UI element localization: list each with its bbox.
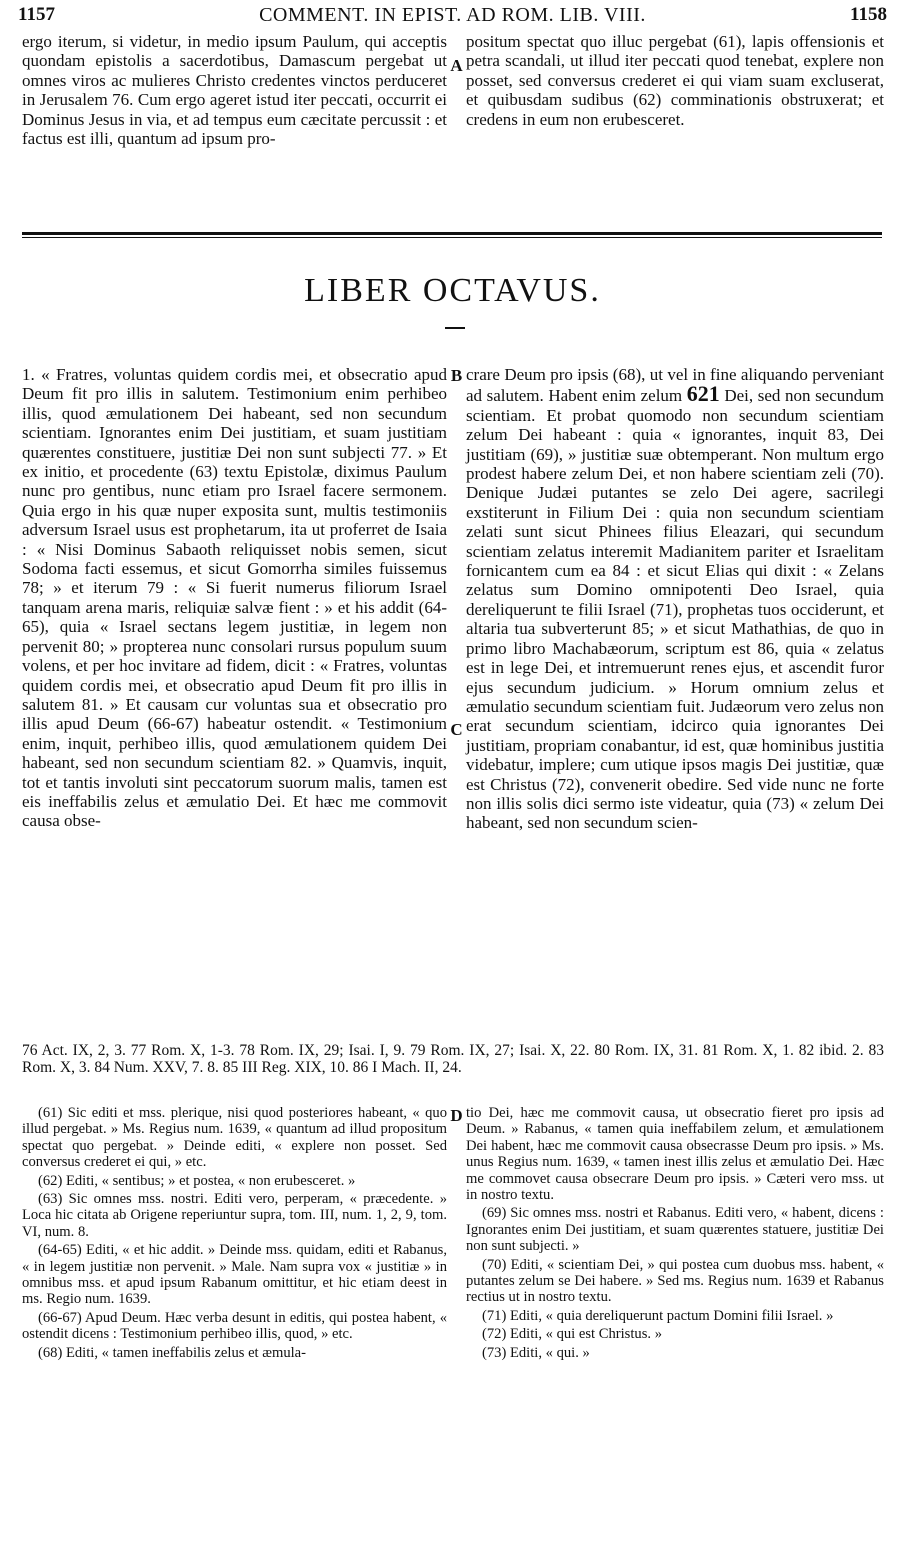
page-number-left: 1157 — [18, 4, 55, 25]
margin-letter-d: D — [450, 1106, 463, 1125]
page-number-right: 1158 — [850, 4, 887, 25]
footnote: (66-67) Apud Deum. Hæc verba desunt in editis, qui postea habent, « ostendit dicens : Testimonium perhibeo illis, quod, » etc. — [22, 1309, 447, 1343]
column-number: 621 — [686, 381, 720, 407]
main-right-text-after: Dei, sed non secundum scientiam. Et probat quomodo non secundum scientiam zelum Dei habeant : quia « ignorantes, inquit 83, Dei justitiam (69), » justitiæ suæ obtemperant. Non multum ergo prodest habere zelum Dei, et non habere scientiam zeli (70). Denique Judæi putantes se zelo Dei agere, sacrilegi exstiterunt in Filium Dei : quia non secundum scientiam zelati sunt sicut Phinees filius Eleazari, qui secundum scientiam zelatus interemit Madianitem pariter et Israelitam fornicantem cum ea 84 : et sicut Elias qui dixit : « Zelans zelatus sum Domino omnipotenti Deo Israel, quia dereliquerunt te filii Israel (71), prophetas tuos occiderunt, et altaria tua subverterunt 85; » et sicut Mathathias, de quo in primo libro Machabæorum, scriptum est 86, quia « zelatus est in lege Dei, et intremuerunt renes ejus, et ascendit furor ejus secundum judicium. » Horum omnium zelus et æmulatio secundum scientiam fuit. Judæorum vero zelus non erat secundum scientiam, idcirco quia ignorantes Dei justitiam, propriam conabantur, id est, quæ hominibus justitia videbatur, implere; cum utique ipsos magis Dei justitiæ, quæ est Christus (72), convenerit obedire. Sed vide nunc ne forte non illis solis dici sermo iste videatur, quia (73) « zelum Dei habeant, sed non secundum scien- — [466, 386, 885, 833]
title-dash — [445, 327, 465, 329]
footnote: (62) Editi, « sentibus; » et postea, « non erubesceret. » — [38, 1172, 356, 1189]
footnote: (64-65) Editi, « et hic addit. » Deinde mss. quidam, editi et Rabanus, « in legem justitiæ non pervenit. » Male. Nam supra vox « justitiæ » in omnibus mss. et apud ipsum Rabanum omittitur, et hic etiam deest in ms. Regio num. 1639. — [22, 1242, 447, 1308]
main-left-column: 1. « Fratres, voluntas quidem cordis mei, et obsecratio apud Deum fit pro illis in salutem. Testimonium enim perhibeo illis, quod æmulationem Dei habeant, sed non secundum scientiam. Ignorantes enim Dei justitiam, et suam justitiam quærentes constituere, justitiæ Dei non sunt subjecti 77. » Et ex initio, et procedente (63) textu Epistolæ, diximus Paulum nunc pro gentibus, nunc etiam pro Israel facere sermonem. Quia ergo in his quæ nuper exposita sunt, multis testimoniis adversum Israel usus est prophetarum, ita ut proferret de Isaia : « Nisi Dominus Sabaoth reliquisset nobis semen, sicut Sodoma facti essemus, et sicut Gomorrha similes fuissemus 78; » et iterum 79 : « Si fuerit numerus filiorum Israel tanquam arena maris, reliquiæ salvæ fient : » et his addit (64-65), quia « Israel sectans legem justitiæ, in legem non pervenit 80; » propterea nunc consolari rursus populum suum volens, et per hoc invitare ad fidem, dicit : « Fratres, voluntas quidem cordis mei, et obsecratio apud Deum fit pro illis in salutem 81. » Et causam cur voluntas sua et obsecratio pro illis apud Deum (66-67) habeatur ostendit. « Testimonium enim, inquit, perhibeo illis, quod æmulationem quidem Dei habeant, sed non secundum scientiam 82. » Quamvis, inquit, tot et tantis involuti sint peccatorum suorum malis, tamen est eis ineffabilis zelus et æmulatio Dei. Et hæc me commovit causa obse- — [22, 365, 447, 831]
footnote: (70) Editi, « scientiam Dei, » qui postea cum duobus mss. habent, « putantes zelum se Dei habere. » Sed ms. Regius num. 1639 et Rabanus rectius ut in nostro textu. — [466, 1256, 884, 1306]
footnote: (63) Sic omnes mss. nostri. Editi vero, perperam, « præcedente. » Loca hic citata ab Origene reperiuntur supra, tom. III, num. 1, 2, 9, tom. VI, num. 8. — [22, 1191, 447, 1240]
top-right-column: positum spectat quo illuc pergebat (61), lapis offensionis et petra scandali, ut illud iter peccati quod tenebat, explere non posset, sed conversus crederet ei qui viam suam excluserat, et quibusdam sudibus (62) comminationis obstruxerat; et credens in eum non erubesceret. — [466, 32, 884, 129]
main-right-column — [466, 365, 884, 833]
footnote: (73) Editi, « qui. » — [482, 1344, 590, 1361]
footnote: (61) Sic editi et mss. plerique, nisi quod posteriores habeant, « quo illud pergebat. » Ms. Regius num. 1639, « quantum ad illud propositum spectat quo pergebat. » Deinde editi, « explere non posset. Sed conversus crederet ei qui, » etc. — [22, 1105, 447, 1171]
main-right-text-before: crare Deum pro ipsis (68), ut vel in fine aliquando perveniant ad salutem. Habent enim zelum — [466, 365, 884, 406]
footnote: tio Dei, hæc me commovit causa, ut obsecratio fieret pro ipsis ad Deum. » Rabanus, « tamen quia ineffabilem zelum, et æmulationem Dei habent, hæc me commovit causa obsecrasse Deum pro ipsis. » Ms. unus Regius num. 1639, « tamen inest illis zelus et æmulatio Dei. Hæc me commovet causa obsecrare Deum pro ipsis. » Cæteri vero mss. ut in nostro textu. — [466, 1105, 884, 1204]
scripture-references: 76 Act. IX, 2, 3. 77 Rom. X, 1-3. 78 Rom. IX, 29; Isai. I, 9. 79 Rom. IX, 27; Isai. X, 22. 80 Rom. IX, 31. 81 Rom. X, 1. 82 ibid. 2. 83 Rom. X, 3. 84 Num. XXV, 7. 8. 85 III Reg. XIX, 10. 86 I Mach. II, 24. — [22, 1042, 884, 1076]
section-rule-thin — [22, 237, 882, 238]
top-left-column: ergo iterum, si videtur, in medio ipsum Paulum, qui acceptis quondam epistolis a sacerdotibus, Damascum pergebat ut omnes viros ac mulieres Christo credentes vinctos perduceret in Jerusalem 76. Cum ergo ageret istud iter peccati, occurrit ei Dominus Jesus in via, et ad tempus eum cæcitate percussit : et factus est illi, quantum ad ipsum pro- — [22, 32, 447, 149]
section-rule — [22, 232, 882, 235]
notes-right-column — [466, 1105, 884, 1363]
margin-letter-c: C — [450, 720, 463, 739]
notes-left-column — [22, 1105, 447, 1363]
running-title: COMMENT. IN EPIST. AD ROM. LIB. VIII. — [259, 4, 646, 26]
book-title: LIBER OCTAVUS. — [304, 272, 601, 309]
footnote: (71) Editi, « quia dereliquerunt pactum Domini filii Israel. » — [482, 1307, 834, 1324]
margin-letter-a: A — [450, 56, 463, 75]
running-header — [18, 4, 887, 28]
footnote: (72) Editi, « qui est Christus. » — [482, 1326, 662, 1343]
margin-letter-b: B — [450, 366, 463, 385]
footnote: (69) Sic omnes mss. nostri et Rabanus. Editi vero, « habent, dicens : Ignorantes enim Dei justitiam, et suam quærentes statuere, justitiæ Dei non sunt subjecti. » — [466, 1205, 884, 1255]
footnote: (68) Editi, « tamen ineffabilis zelus et æmula- — [38, 1344, 307, 1361]
